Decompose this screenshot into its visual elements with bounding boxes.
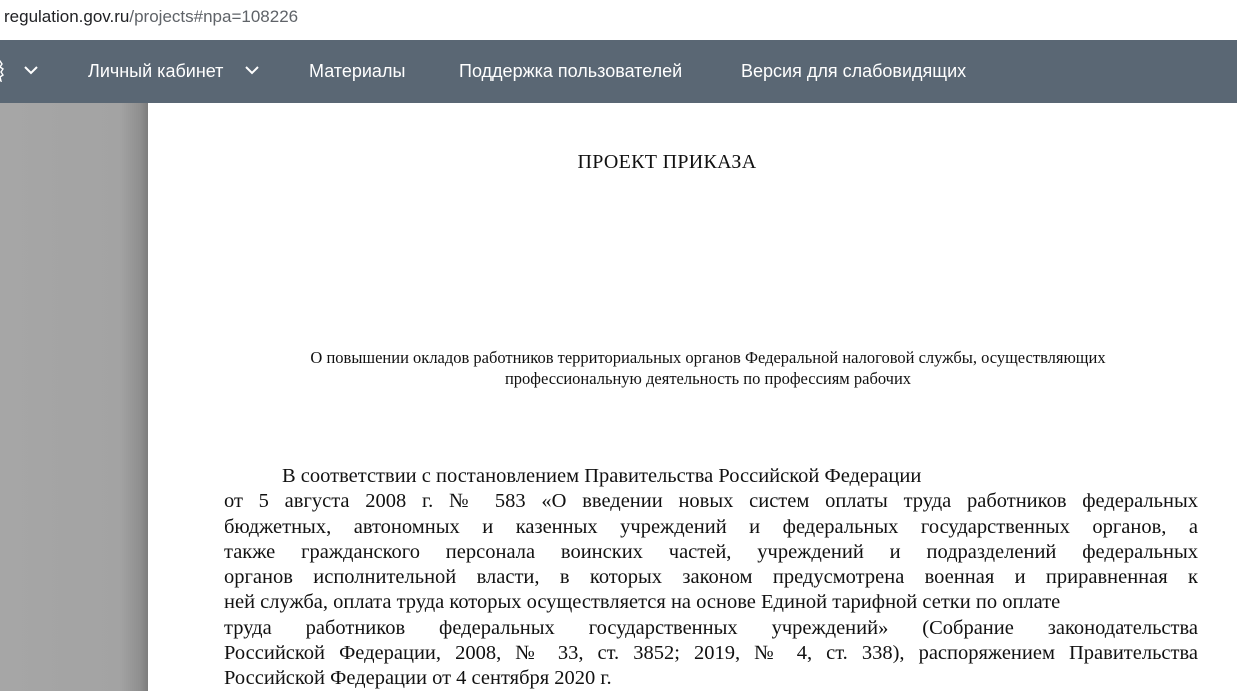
emblem-icon[interactable] xyxy=(0,60,8,82)
body-line: труда работников федеральных государственных учреждений» (Собрание законодательства xyxy=(224,616,1198,639)
url-text[interactable] xyxy=(4,7,298,27)
url-path: /projects#npa=108226 xyxy=(129,7,299,26)
body-line: также гражданского персонала воинских частей, учреждений и подразделений федеральных xyxy=(224,540,1198,563)
url-host: regulation.gov.ru xyxy=(4,7,130,26)
browser-address-bar[interactable] xyxy=(0,0,1237,40)
viewer-background xyxy=(0,103,148,691)
site-navbar xyxy=(0,40,1237,103)
chevron-down-icon[interactable] xyxy=(24,65,38,75)
body-line: от 5 августа 2008 г. № 583 «О введении новых систем оплаты труда работников федеральных xyxy=(224,490,1198,513)
nav-accessibility-version[interactable]: Версия для слабовидящих xyxy=(741,61,967,81)
subject-line: О повышении окладов работников территориальных органов Федеральной налоговой службы, осуществляющих xyxy=(310,348,1106,367)
document-title: ПРОЕКТ ПРИКАЗА xyxy=(577,151,757,173)
chevron-down-icon[interactable] xyxy=(245,65,259,75)
body-line: бюджетных, автономных и казенных учреждений и федеральных государственных органов, а xyxy=(224,515,1198,538)
body-line: Российской Федерации, 2008, № 33, ст. 3852; 2019, № 4, ст. 338), распоряжением Правительства xyxy=(224,642,1198,665)
body-line: Российской Федерации от 4 сентября 2020 г. xyxy=(224,667,612,690)
document-subject xyxy=(224,347,1192,389)
nav-personal-account[interactable]: Личный кабинет xyxy=(88,61,224,81)
document-viewer[interactable] xyxy=(0,103,1237,691)
body-line: органов исполнительной власти, в которых законом предусмотрена военная и приравненная к xyxy=(224,566,1198,589)
document-page xyxy=(148,103,1237,691)
subject-line: профессиональную деятельность по профессиям рабочих xyxy=(504,369,912,388)
body-line: ней служба, оплата труда которых осуществляется на основе Единой тарифной сетки по оплате xyxy=(224,591,1061,614)
nav-user-support[interactable]: Поддержка пользователей xyxy=(459,61,683,81)
document-body xyxy=(224,464,1198,692)
body-line: В соответствии с постановлением Правительства Российской Федерации xyxy=(282,465,922,487)
nav-materials[interactable]: Материалы xyxy=(309,61,406,81)
